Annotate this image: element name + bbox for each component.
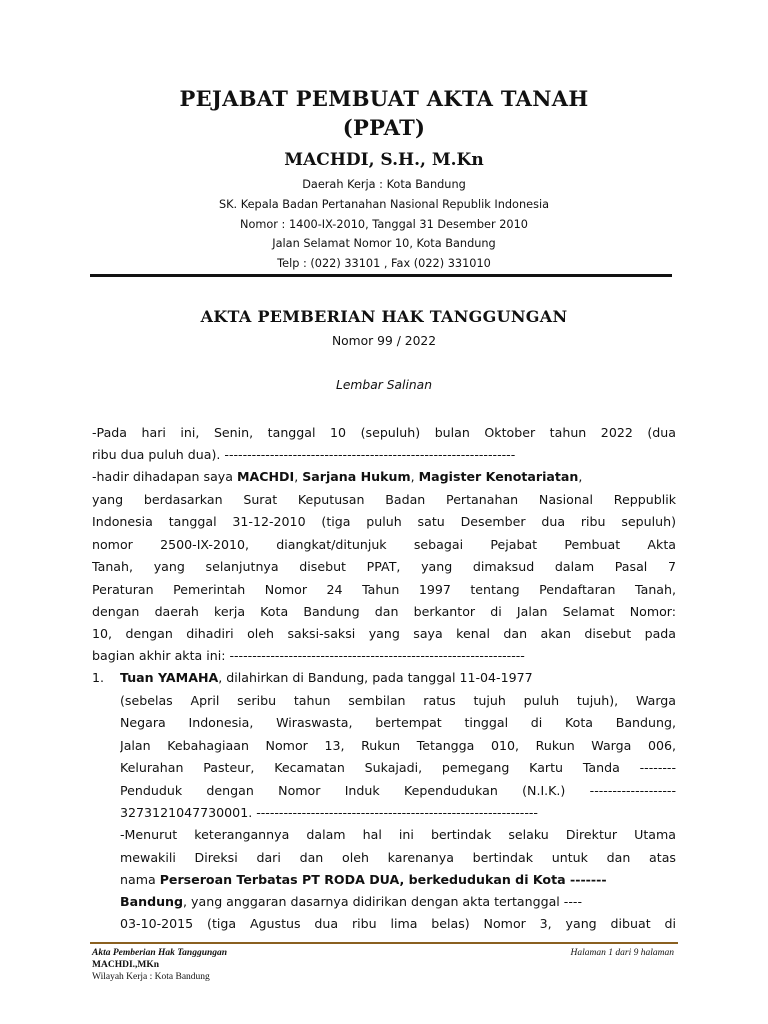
body-line: yang berdasarkan Surat Keputusan Badan Pertanahan Nasional Reppublik — [92, 492, 676, 507]
body-line — [120, 667, 676, 689]
body-line: ribu dua puluh dua). ---------------------------------------------------------------- — [92, 447, 516, 462]
body-line: 10, dengan dihadiri oleh saksi-saksi yang saya kenal dan akan disebut pada — [92, 626, 676, 641]
body-line: Negara Indonesia, Wiraswasta, bertempat tinggal di Kota Bandung, — [120, 715, 676, 730]
office-abbreviation: (PPAT) — [342, 115, 426, 140]
text-run: , dilahirkan di Bandung, pada tanggal 11-04-1977 — [218, 670, 533, 685]
footer-page-info: Halaman 1 dari 9 halaman — [570, 948, 674, 958]
body-line: Tanah, yang selanjutnya disebut PPAT, yang dimaksud dalam Pasal 7 — [92, 559, 676, 574]
copy-label: Lembar Salinan — [336, 378, 432, 392]
city-name: Bandung — [120, 894, 184, 909]
decree-authority: SK. Kepala Badan Pertanahan Nasional Republik Indonesia — [218, 198, 550, 211]
body-line: dengan daerah kerja Kota Bandung dan berkantor di Jalan Selamat Nomor: — [92, 604, 676, 619]
deed-number: Nomor 99 / 2022 — [331, 334, 437, 348]
official-name: MACHDI, S.H., M.Kn — [284, 150, 484, 170]
party-name: Tuan YAMAHA — [120, 670, 219, 685]
official-name-mention: MACHDI — [236, 469, 295, 484]
footer-name: MACHDI.,MKn — [92, 960, 160, 970]
footer-deed-title: Akta Pemberian Hak Tanggungan — [92, 948, 228, 958]
text-run: nama — [120, 872, 160, 887]
office-title: PEJABAT PEMBUAT AKTA TANAH — [179, 86, 589, 111]
office-contact: Telp : (022) 33101 , Fax (022) 331010 — [277, 257, 491, 270]
body-line — [92, 466, 676, 488]
body-line: -Pada hari ini, Senin, tanggal 10 (sepuluh) bulan Oktober tahun 2022 (dua — [92, 425, 676, 440]
footer-work-area: Wilayah Kerja : Kota Bandung — [92, 972, 210, 982]
list-number: 1. — [92, 670, 105, 685]
degree-mention: Sarjana Hukum — [302, 469, 411, 484]
body-line — [120, 869, 676, 891]
body-line: Penduduk dengan Nomor Induk Kependudukan (N.I.K.) ------------------- — [120, 783, 676, 798]
letterhead-divider — [90, 274, 672, 277]
text-run: , — [578, 469, 583, 484]
work-area: Daerah Kerja : Kota Bandung — [302, 178, 466, 191]
office-address: Jalan Selamat Nomor 10, Kota Bandung — [272, 237, 496, 250]
deed-title: AKTA PEMBERIAN HAK TANGGUNGAN — [200, 307, 568, 326]
text-run: -hadir dihadapan saya — [92, 469, 237, 484]
body-line: Indonesia tanggal 31-12-2010 (tiga puluh satu Desember dua ribu sepuluh) — [92, 514, 676, 529]
text-run: , — [410, 469, 419, 484]
body-line: nomor 2500-IX-2010, diangkat/ditunjuk sebagai Pejabat Pembuat Akta — [92, 537, 676, 552]
decree-number: Nomor : 1400-IX-2010, Tanggal 31 Desember 2010 — [240, 218, 528, 231]
body-line: (sebelas April seribu tahun sembilan ratus tujuh puluh tujuh), Warga — [120, 693, 676, 708]
body-line: bagian akhir akta ini: ----------------------------------------------------------------- — [92, 648, 525, 663]
text-run: , yang anggaran dasarnya didirikan dengan akta tertanggal ---- — [183, 894, 582, 909]
footer-divider — [90, 942, 678, 944]
body-line: Kelurahan Pasteur, Kecamatan Sukajadi, pemegang Kartu Tanda -------- — [120, 760, 676, 775]
body-line: Jalan Kebahagiaan Nomor 13, Rukun Tetangga 010, Rukun Warga 006, — [120, 738, 676, 753]
body-line — [120, 891, 676, 913]
text-run: , — [294, 469, 303, 484]
company-name: Perseroan Terbatas PT RODA DUA — [159, 872, 400, 887]
body-line: -Menurut keterangannya dalam hal ini bertindak selaku Direktur Utama — [120, 827, 676, 842]
body-line: 3273121047730001. -------------------------------------------------------------- — [120, 805, 538, 820]
degree-mention: Magister Kenotariatan — [418, 469, 579, 484]
body-line: mewakili Direksi dari dan oleh karenanya bertindak untuk dan atas — [120, 850, 676, 865]
body-line: 03-10-2015 (tiga Agustus dua ribu lima belas) Nomor 3, yang dibuat di — [120, 916, 676, 931]
company-domicile: , berkedudukan di Kota ------- — [399, 872, 607, 887]
body-line: Peraturan Pemerintah Nomor 24 Tahun 1997 tentang Pendaftaran Tanah, — [92, 582, 676, 597]
